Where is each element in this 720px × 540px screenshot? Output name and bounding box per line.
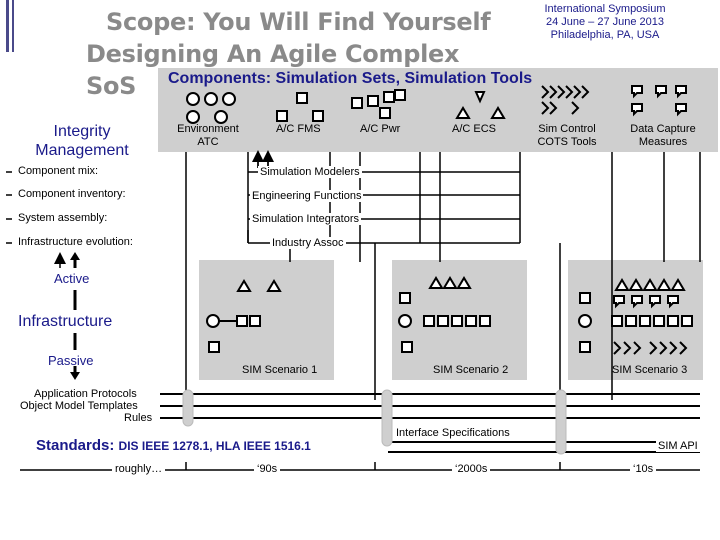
scenario-1-icons [207, 281, 280, 352]
env-atc-icons [187, 93, 235, 123]
component-mix-label: Component mix: [18, 165, 99, 177]
standards-line [36, 437, 311, 454]
env-atc-label [168, 123, 248, 149]
scenario-2-icons [399, 278, 490, 352]
sim-control-line2: COTS Tools [537, 136, 597, 148]
ac-pwr-label: A/C Pwr [360, 123, 401, 135]
scenario-3-icons [579, 280, 692, 354]
ac-ecs-label: A/C ECS [452, 123, 497, 135]
ac-ecs-icons [457, 92, 504, 118]
object-model-templates-label: Object Model Templates [20, 400, 138, 412]
industry-assoc-label: Industry Assoc [272, 237, 344, 249]
conference-location: Philadelphia, PA, USA [550, 29, 660, 41]
application-protocols-label: Application Protocols [34, 388, 137, 400]
title-line-2: Designing An Agile Complex SoS [86, 40, 460, 100]
timeline-roughly: roughly… [112, 463, 165, 475]
scenario-2-label: SIM Scenario 2 [433, 364, 509, 376]
timeline-2000s: ‘2000s [452, 463, 490, 475]
conference-dates: 24 June – 27 June 2013 [545, 16, 665, 28]
engineering-functions-label: Engineering Functions [252, 190, 362, 202]
row-lines [6, 172, 520, 243]
components-heading: Components: Simulation Sets, Simulation Tools [168, 70, 533, 87]
env-label-line2: ATC [197, 136, 219, 148]
standards-text: DIS IEEE 1278.1, HLA IEEE 1516.1 [118, 439, 311, 453]
timeline-90s: ‘90s [254, 463, 280, 475]
simulation-integrators-label: Simulation Integrators [252, 213, 359, 225]
infrastructure-arrow-down [70, 372, 80, 380]
standards-label: Standards: [36, 437, 115, 454]
data-capture-icons [632, 86, 686, 114]
title-line-1: Scope: You Will Find Yourself [106, 8, 491, 36]
sim-api-label: SIM API [658, 440, 698, 452]
scenario-1-label: SIM Scenario 1 [242, 364, 318, 376]
ac-pwr-icons [352, 90, 405, 118]
integrity-management-label: Integrity Management [35, 123, 129, 159]
data-capture-line2: Measures [638, 136, 688, 148]
infrastructure-evolution-label: Infrastructure evolution: [18, 236, 133, 248]
active-label: Active [54, 271, 90, 286]
env-label-line1: Environment [177, 123, 239, 135]
data-capture-label [620, 123, 706, 149]
ac-fms-label: A/C FMS [276, 123, 321, 135]
sim-control-icons [542, 86, 588, 114]
sim-control-line1: Sim Control [538, 123, 596, 135]
simulation-modelers-label: Simulation Modelers [260, 166, 360, 178]
infrastructure-arrow-up [70, 252, 80, 260]
infrastructure-label: Infrastructure [18, 313, 113, 330]
system-assembly-label: System assembly: [18, 212, 108, 224]
conference-name: International Symposium [544, 3, 666, 15]
rules-label: Rules [124, 412, 153, 424]
ac-fms-icons [277, 93, 323, 121]
sim-control-label [524, 123, 610, 149]
interface-specifications-label: Interface Specifications [396, 427, 510, 439]
passive-label: Passive [48, 353, 94, 368]
timeline-10s: ‘10s [630, 463, 656, 475]
scenario-3-label: SIM Scenario 3 [612, 364, 688, 376]
data-capture-line1: Data Capture [630, 123, 696, 135]
component-inventory-label: Component inventory: [18, 188, 126, 200]
